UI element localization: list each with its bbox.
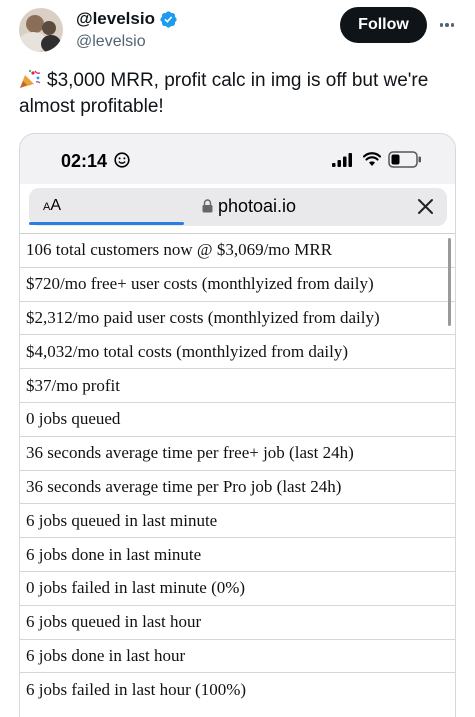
tweet-text-content: $3,000 MRR, profit calc in img is off but we're almost profitable! <box>19 70 429 117</box>
list-item: $4,032/mo total costs (monthlyized from daily) <box>20 334 456 368</box>
list-item: $37/mo profit <box>20 368 456 402</box>
battery-icon <box>388 151 422 168</box>
stats-list <box>20 233 456 706</box>
phone-status-bar <box>20 134 456 184</box>
list-item: 36 seconds average time per free+ job (last 24h) <box>20 436 456 470</box>
status-time: 02:14 <box>61 151 108 171</box>
url-text[interactable]: photoai.io <box>218 196 297 216</box>
list-item: 0 jobs failed in last minute (0%) <box>20 571 456 605</box>
list-item: 6 jobs done in last hour <box>20 639 456 673</box>
list-item: 6 jobs failed in last hour (100%) <box>20 672 456 706</box>
display-name[interactable]: @levelsio <box>76 9 155 28</box>
party-popper-icon <box>19 69 41 89</box>
tweet-media-image[interactable] <box>19 133 456 717</box>
list-item: $2,312/mo paid user costs (monthlyized from daily) <box>20 301 456 335</box>
avatar[interactable] <box>19 8 63 52</box>
follow-button[interactable]: Follow <box>340 7 427 43</box>
smiley-icon <box>114 152 130 168</box>
handle: @levelsio <box>76 33 146 50</box>
close-icon[interactable] <box>417 198 434 215</box>
tweet-text <box>19 68 459 120</box>
list-item: 6 jobs queued in last hour <box>20 605 456 639</box>
user-info[interactable] <box>76 9 178 51</box>
list-item: 106 total customers now @ $3,069/mo MRR <box>20 233 456 267</box>
verified-badge-icon <box>159 10 178 29</box>
page-load-progress <box>29 222 184 225</box>
list-item: 0 jobs queued <box>20 402 456 436</box>
more-icon[interactable] <box>436 14 458 36</box>
wifi-icon <box>363 152 381 167</box>
signal-icon <box>332 153 354 167</box>
list-item: 6 jobs queued in last minute <box>20 503 456 537</box>
list-item: 6 jobs done in last minute <box>20 537 456 571</box>
list-item: 36 seconds average time per Pro job (last 24h) <box>20 470 456 504</box>
lock-icon <box>202 199 213 213</box>
list-item: $720/mo free+ user costs (monthlyized from daily) <box>20 267 456 301</box>
scrollbar[interactable] <box>448 238 451 326</box>
text-size-button[interactable]: AA <box>43 197 62 214</box>
browser-address-bar[interactable] <box>29 188 447 226</box>
